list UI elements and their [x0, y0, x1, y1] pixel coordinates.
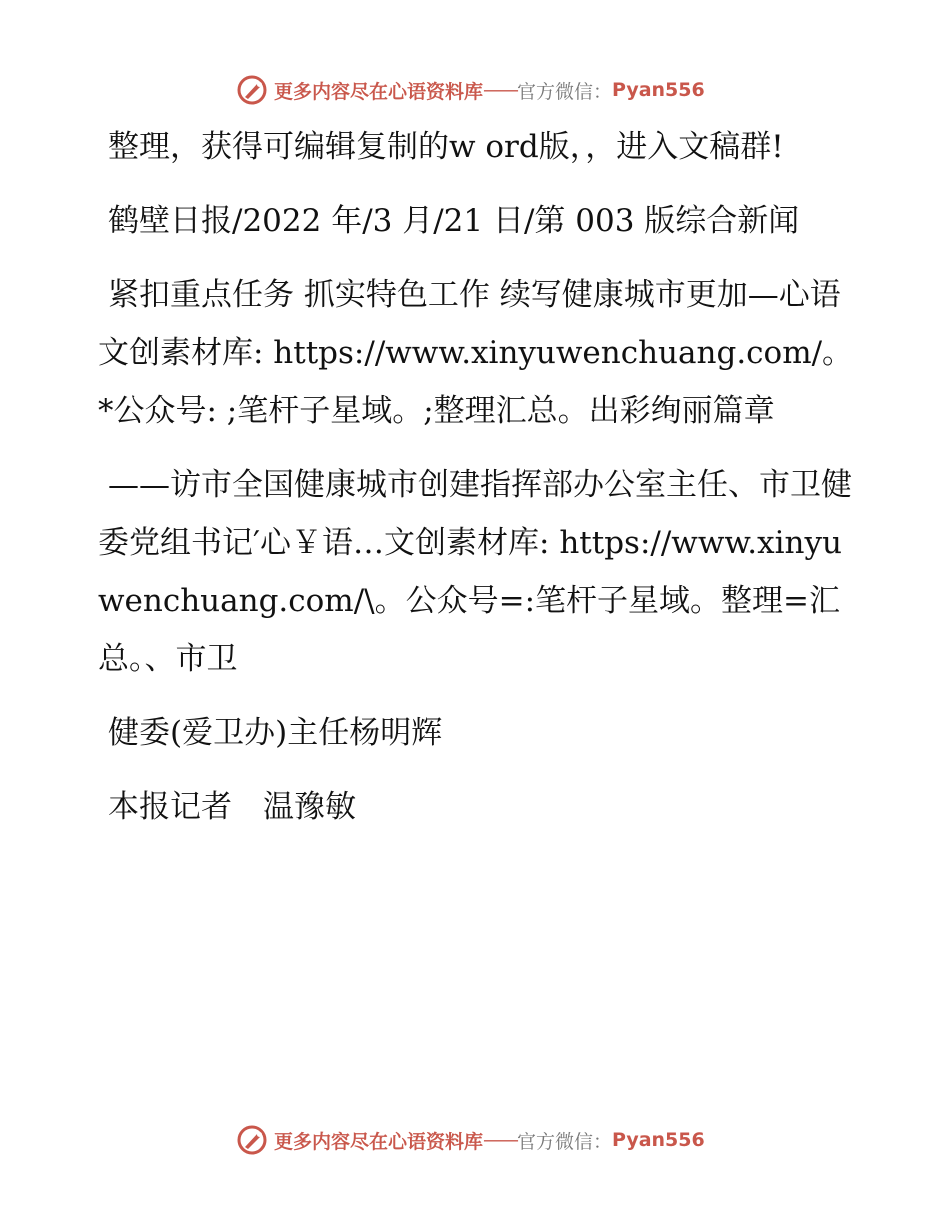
banner-separator: ——: [483, 79, 518, 101]
intro-paragraph: 整理，获得可编辑复制的w ord版，，进入文稿群!: [108, 129, 784, 165]
banner-colon: ：: [593, 1130, 613, 1153]
banner-separator: ——: [483, 1129, 518, 1151]
banner-brand-text: 更多内容尽在心语资料库: [274, 80, 484, 103]
header-banner: [236, 72, 705, 108]
banner-wechat-id: Pyan556: [612, 79, 705, 101]
headline: 紧扣重点任务 抓实特色工作 续写健康城市更加—心语文创素材库: https://www.xinyuwenchuang.com/。*公众号: ;笔杆子星域。;整理汇总。出彩绚丽篇章: [98, 277, 854, 429]
article-body: [98, 118, 858, 852]
pen-logo-icon: [236, 74, 268, 106]
banner-wechat-id: Pyan556: [612, 1129, 705, 1151]
banner-brand-text: 更多内容尽在心语资料库: [274, 1130, 484, 1153]
footer-banner: [236, 1122, 705, 1158]
source-line: 鹤壁日报/2022 年/3 月/21 日/第 003 版综合新闻: [108, 203, 800, 239]
banner-wechat-label: 官方微信: [517, 80, 594, 103]
subheadline: ——访市全国健康城市创建指挥部办公室主任、市卫健委党组书记′心￥语…文创素材库: https://www.xinyuwenchuang.com/\。公众号=:笔杆子星域。整理=汇总。、市卫: [98, 467, 852, 677]
subheadline-continued: 健委(爱卫办)主任杨明辉: [108, 715, 443, 751]
banner-wechat-label: 官方微信: [517, 1130, 594, 1153]
pen-logo-icon: [236, 1124, 268, 1156]
reporter-byline: 本报记者 温豫敏: [108, 789, 356, 825]
banner-colon: ：: [593, 80, 613, 103]
